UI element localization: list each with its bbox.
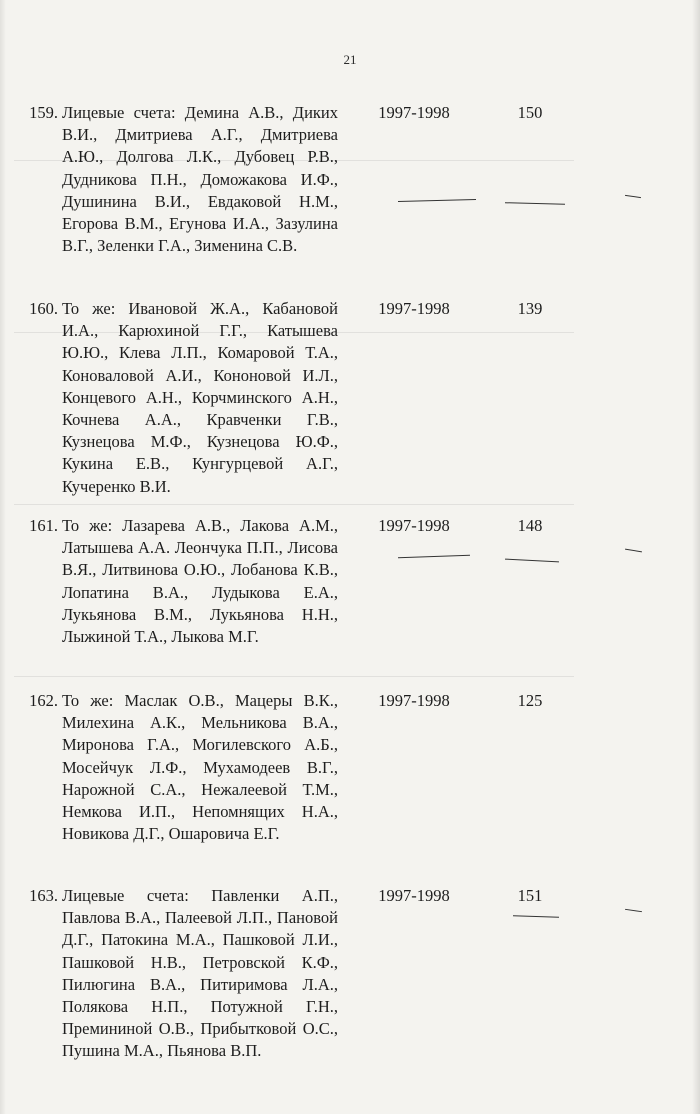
entry-years: 1997-1998 — [378, 691, 450, 710]
entry-sheet-count: 125 — [517, 691, 543, 710]
entry-sheet-count: 139 — [517, 299, 543, 318]
entry-number: 162. — [29, 691, 58, 710]
handwritten-mark — [513, 915, 559, 918]
handwritten-mark — [625, 909, 642, 912]
entry-years: 1997-1998 — [378, 886, 450, 905]
entry-years: 1997-1998 — [378, 299, 450, 318]
page-number: 21 — [343, 52, 357, 67]
handwritten-mark — [625, 549, 642, 553]
bleed-through — [14, 656, 574, 677]
entry-number: 163. — [29, 886, 58, 905]
entry-sheet-count: 150 — [517, 103, 543, 122]
entry-years: 1997-1998 — [378, 516, 450, 535]
entry-description: То же: Маслак О.В., Мацеры В.К., Милехина А.К., Мельникова В.А., Миронова Г.А., Могилевского А.Б., Мосейчук Л.Ф., Мухамодеев В.Г., Нарожной С.А., Нежалеевой Т.М., Немкова И.П., Непомнящих Н.А., Новикова Д.Г., Ошаровича Е.Г. — [62, 691, 338, 844]
entry-sheet-count: 148 — [517, 516, 543, 535]
entry-description: Лицевые счета: Павленки А.П., Павлова В.А., Палеевой Л.П., Пановой Д.Г., Патокина М.А., Пашковой Л.И., Пашковой Н.В., Петровской К.Ф., Пилюгина В.А., Питиримова Л.А., Полякова Н.П., Потужной Г.Н., Премининой О.В., Прибытковой О.С., Пушина М.А., Пьянова В.П. — [62, 886, 338, 1061]
page-edge-shadow-left — [0, 0, 6, 1114]
entry-description: Лицевые счета: Демина А.В., Диких В.И., Дмитриева А.Г., Дмитриева А.Ю., Долгова Л.К., Дубовец Р.В., Дудникова П.Н., Доможакова И.Ф., Душинина В.И., Евдаковой Н.М., Егорова В.М., Егунова И.А., Зазулина В.Г., Зеленки Г.А., Зименина С.В. — [62, 103, 338, 256]
entry-description: То же: Ивановой Ж.А., Кабановой И.А., Карюхиной Г.Г., Катышева Ю.Ю., Клева Л.П., Комаровой Т.А., Коноваловой А.И., Кононовой И.Л., Концевого А.Н., Корчминского А.Н., Кочнева А.А., Кравченки Г.В., Кузнецова М.Ф., Кузнецова Ю.Ф., Кукина Е.В., Кунгурцевой А.Г., Кучеренко В.И. — [62, 299, 338, 496]
handwritten-mark — [398, 555, 470, 559]
page-edge-shadow-right — [692, 0, 700, 1114]
entry-years: 1997-1998 — [378, 103, 450, 122]
entry-number: 161. — [29, 516, 58, 535]
entry-description: То же: Лазарева А.В., Лакова А.М., Латышева А.А. Леончука П.П., Лисова В.Я., Литвинова О.Ю., Лобанова К.В., Лопатина В.А., Лудыкова Е.А., Лукьянова В.М., Лукьянова Н.Н., Лыжиной Т.А., Лыкова М.Г. — [62, 516, 338, 647]
handwritten-mark — [505, 559, 559, 563]
entry-number: 160. — [29, 299, 58, 318]
handwritten-mark — [398, 199, 476, 202]
entry-number: 159. — [29, 103, 58, 122]
handwritten-mark — [505, 202, 565, 205]
handwritten-mark — [625, 195, 641, 198]
entry-sheet-count: 151 — [517, 886, 543, 905]
